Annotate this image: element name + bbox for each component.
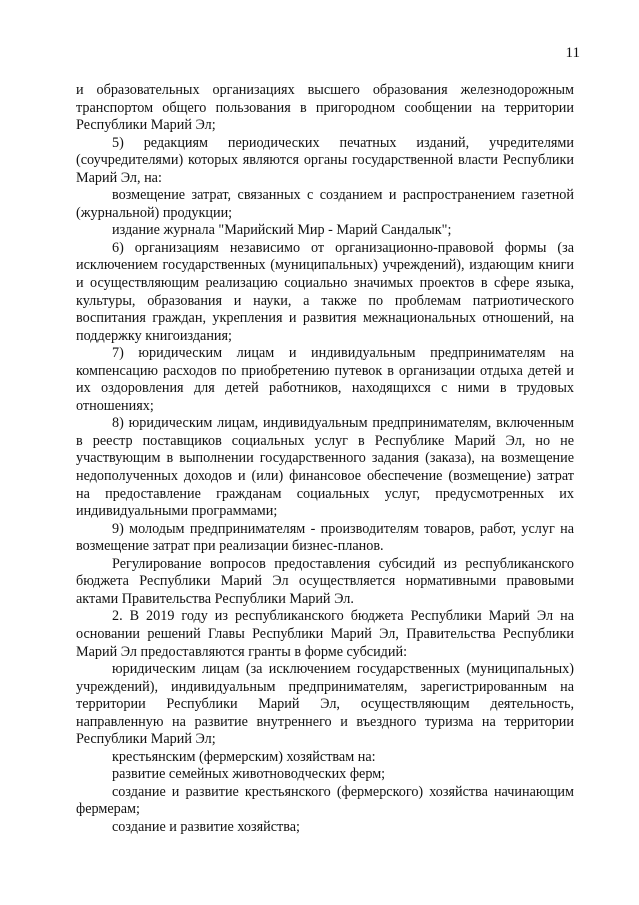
paragraph: развитие семейных животноводческих ферм; [112,766,386,783]
paragraph: 9) молодым предпринимателям - производителям товаров, работ, услуг на возмещение затрат при реализации бизнес-планов. [76,520,574,555]
paragraph: создание и развитие крестьянского (фермерского) хозяйства начинающим фермерам; [76,783,574,818]
paragraph: 2. В 2019 году из республиканского бюджета Республики Марий Эл на основании решений Главы Республики Марий Эл, Правительства Республики Марий Эл предоставляются гранты в форме субсидий: [76,608,574,660]
paragraph: 6) организациям независимо от организационно-правовой формы (за исключением государственных (муниципальных) учреждений), издающим книги и осуществляющим реализацию социально значимых проектов в сфере языка, культуры, образования и науки, а также по проблемам патриотического воспитания граждан, укрепления и развития межнациональных отношений, на поддержку книгоиздания; [76,239,574,344]
paragraph: издание журнала "Марийский Мир - Марий Сандалык"; [112,222,452,239]
paragraph: 8) юридическим лицам, индивидуальным предпринимателям, включенным в реестр поставщиков социальных услуг в Республике Марий Эл, но не участвующим в выполнении государственного задания (заказа), на возмещение недополученных доходов и (или) финансовое обеспечение (возмещение) затрат на предоставление гражданам социальных услуг, предусмотренных их индивидуальными программами; [76,415,574,520]
page-number: 11 [565,45,580,61]
paragraph: 7) юридическим лицам и индивидуальным предпринимателям на компенсацию расходов по приобретению путевок в организации отдыха детей и их оздоровления для детей работников, находящихся с ними в трудовых отношениях; [76,345,574,414]
paragraph: создание и развитие хозяйства; [112,818,300,835]
paragraph: возмещение затрат, связанных с созданием и распространением газетной (журнальной) продукции; [76,187,574,221]
paragraph: 5) редакциям периодических печатных изданий, учредителями (соучредителями) которых являются органы государственной власти Республики Марий Эл, на: [76,134,574,186]
paragraph: Регулирование вопросов предоставления субсидий из республиканского бюджета Республики Марий Эл осуществляется нормативными правовыми актами Правительства Республики Марий Эл. [76,555,574,607]
paragraph: крестьянским (фермерским) хозяйствам на: [112,748,376,765]
document-body [76,82,574,837]
paragraph: юридическим лицам (за исключением государственных (муниципальных) учреждений), индивидуальным предпринимателям, зарегистрированным на территории Республики Марий Эл, осуществляющим деятельность, направленную на развитие внутреннего и въездного туризма на территории Республики Марий Эл; [76,661,574,748]
paragraph: и образовательных организациях высшего образования железнодорожным транспортом общего пользования в пригородном сообщении на территории Республики Марий Эл; [76,82,574,134]
